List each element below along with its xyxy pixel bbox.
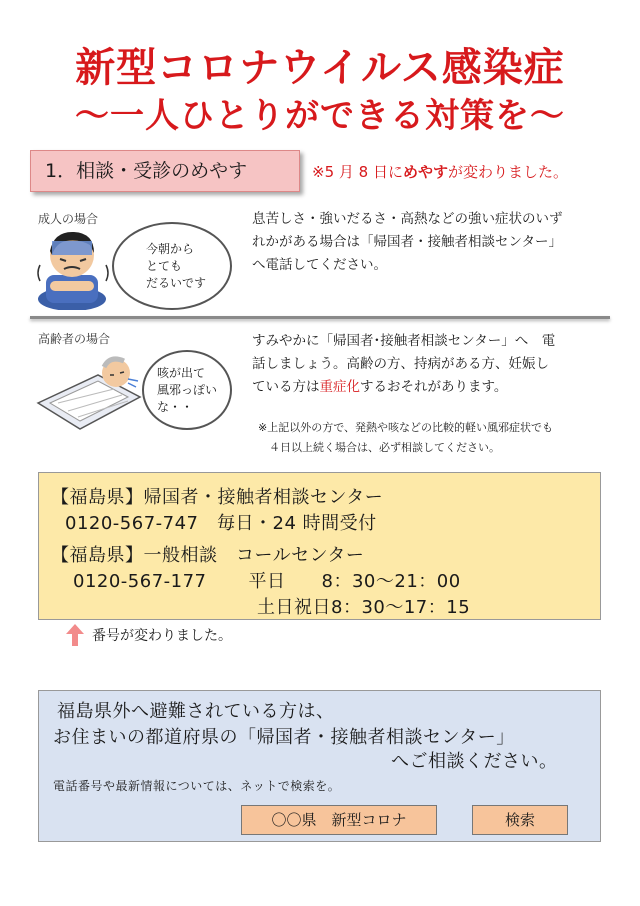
section-divider — [30, 316, 610, 319]
adult-case-label: 成人の場合 — [38, 212, 99, 226]
callcenter-weekend-line: 土日祝日8：30〜17：15 — [257, 597, 471, 618]
number-change-note: 番号が変わりました。 — [92, 628, 232, 644]
severity-warning: 重症化 — [319, 379, 360, 395]
section-header: 1．相談・受診のめやす — [30, 150, 300, 192]
sick-elder-in-bed-illustration — [28, 345, 148, 435]
center-phone: 0120-567-747 毎日・24 時間受付 — [65, 513, 377, 534]
outside-prefecture-box — [38, 690, 601, 842]
elder-guidance-text: すみやかに「帰国者･接触者相談センター」へ 電 話しましょう。高齢の方、持病がある方、妊娠し ている方は重症化するおそれがあります。 — [252, 333, 556, 395]
elder-speech-bubble — [142, 350, 232, 430]
sick-adult-illustration — [30, 225, 125, 310]
footnote: ※上記以外の方で、発熱や咳などの比較的軽い風邪症状でも ４日以上続く場合は、必ず相談してください。 — [258, 421, 553, 454]
callcenter-weekday-line: 0120-567-177 平日 8：30〜21：00 — [73, 571, 461, 592]
outside-line3: へご相談ください。 — [391, 751, 558, 772]
search-term-box: 〇〇県 新型コロナ — [241, 805, 437, 835]
search-button: 検索 — [472, 805, 568, 835]
main-title: 新型コロナウイルス感染症 — [75, 45, 565, 91]
change-note: ※5 月 8 日にめやすが変わりました。 — [312, 163, 568, 181]
center-name: 【福島県】帰国者・接触者相談センター — [51, 487, 384, 508]
outside-line4: 電話番号や最新情報については、ネットで検索を。 — [53, 779, 341, 793]
callcenter-name: 【福島県】一般相談 コールセンター — [51, 545, 365, 566]
adult-bubble-text: 今朝から とても だるいです — [145, 241, 206, 290]
arrow-up-icon — [66, 624, 84, 646]
adult-guidance-text: 息苦しさ・強いだるさ・高熱などの強い症状のいず れかがある場合は「帰国者・接触者相談センター」 へ電話してください。 — [252, 211, 563, 273]
sub-title: 〜一人ひとりができる対策を〜 — [75, 96, 565, 136]
outside-line2: お住まいの都道府県の「帰国者・接触者相談センター」 — [53, 727, 515, 748]
elder-bubble-text: 咳が出て 風邪っぽい な・・ — [156, 365, 217, 414]
adult-speech-bubble — [112, 222, 232, 310]
outside-line1: 福島県外へ避難されている方は、 — [57, 701, 335, 722]
contact-box — [38, 472, 601, 620]
elder-case-label: 高齢者の場合 — [38, 332, 111, 346]
